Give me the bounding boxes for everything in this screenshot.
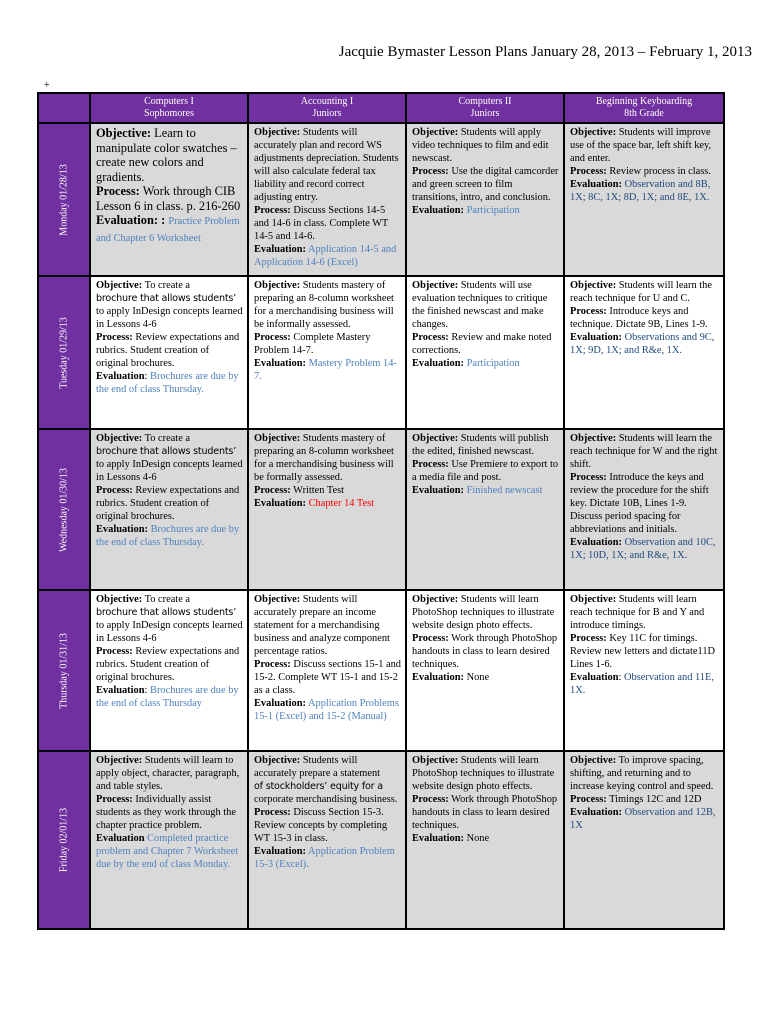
objective-label: Objective:: [412, 280, 459, 291]
process-label: Process:: [570, 306, 607, 317]
objective-text: Students will improve use of the space bar, left shift key, and enter.: [570, 127, 712, 164]
evaluation-text: Application Problems 15-1 (Excel) and 15-2 (Manual): [254, 698, 399, 722]
objective-label: Objective:: [570, 433, 617, 444]
process-text: Complete Mastery Problem 14-7.: [254, 332, 371, 356]
objective-text: to apply InDesign concepts learned in Lessons 4-6: [96, 306, 243, 330]
evaluation-label: Evaluation: [96, 833, 145, 844]
objective-label: Objective:: [570, 280, 617, 291]
day-row-wednesday: [38, 429, 724, 590]
header-corner: [38, 93, 90, 123]
objective-label: Objective:: [96, 280, 143, 291]
header-row: [38, 93, 724, 123]
plan-cell: [564, 123, 724, 276]
process-text: Review and make noted corrections.: [412, 332, 552, 356]
plan-cell: [406, 590, 564, 751]
objective-text: corporate merchandising business.: [254, 794, 398, 805]
objective-text: Students will learn reach technique for B and Y and introduce timings.: [570, 594, 705, 631]
evaluation-text: Brochures are due by the end of class Thursday.: [96, 524, 240, 548]
evaluation-text: Mastery Problem 14-7.: [254, 358, 397, 382]
process-label: Process:: [96, 184, 140, 198]
objective-text-handwritten: brochure that allows students’: [96, 293, 237, 304]
header-course: Computers II: [458, 96, 512, 107]
evaluation-text: Brochures are due by the end of class Thursday.: [96, 371, 239, 395]
objective-label: Objective:: [254, 594, 301, 605]
plan-cell: [248, 590, 406, 751]
header-grade: Sophomores: [144, 108, 194, 119]
evaluation-text: Completed practice problem and Chapter 7 Worksheet due by the end of class Monday.: [96, 833, 239, 870]
process-text: Introduce the keys and review the procedure for the shift key. Dictate 10B, Lines 1-9. Discuss period spacing for abbreviations and initials.: [570, 472, 709, 535]
day-row-monday: [38, 123, 724, 276]
objective-text: Students will apply video techniques to film and edit newscast.: [412, 127, 549, 164]
evaluation-text: Participation: [466, 205, 520, 216]
process-text: Review expectations and rubrics. Student creation of original brochures.: [96, 485, 240, 522]
day-label: Friday 02/01/13: [58, 807, 70, 873]
process-label: Process:: [412, 332, 449, 343]
process-text: Introduce keys and technique. Dictate 9B, Lines 1-9.: [570, 306, 708, 330]
evaluation-text: Participation: [466, 358, 520, 369]
evaluation-text: None: [466, 672, 490, 683]
process-text: Individually assist students as they work through the chapter practice problem.: [96, 794, 236, 831]
process-label: Process:: [96, 794, 133, 805]
evaluation-label: Evaluation:: [254, 244, 306, 255]
evaluation-label: Evaluation:: [570, 179, 622, 190]
evaluation-text: Chapter 14 Test: [308, 498, 375, 509]
evaluation-label: Evaluation: [96, 685, 145, 696]
day-label: Thursday 01/31/13: [58, 632, 70, 709]
evaluation-text: None: [466, 833, 490, 844]
objective-label: Objective:: [254, 280, 301, 291]
day-cell: [38, 276, 90, 429]
evaluation-text: Application 14-5 and Application 14-6 (Excel): [254, 244, 397, 268]
process-label: Process:: [96, 646, 133, 657]
day-row-tuesday: [38, 276, 724, 429]
process-text: Key 11C for timings. Review new letters and dictate11D Lines 1-6.: [570, 633, 716, 670]
plan-cell: [564, 429, 724, 590]
evaluation-label: Evaluation:: [570, 807, 622, 818]
evaluation-text: Finished newscast: [466, 485, 543, 496]
objective-label: Objective:: [254, 433, 301, 444]
objective-text: Students will learn the reach technique for U and C.: [570, 280, 712, 304]
evaluation-label: Evaluation:: [254, 358, 306, 369]
objective-label: Objective:: [412, 127, 459, 138]
process-label: Process:: [254, 485, 291, 496]
header-grade: Juniors: [312, 108, 342, 119]
process-label: Process:: [412, 459, 449, 470]
evaluation-label: Evaluation: :: [96, 213, 166, 227]
process-text: Written Test: [293, 485, 345, 496]
objective-text-handwritten: brochure that allows students’: [96, 607, 237, 618]
table-marker: +: [44, 80, 50, 91]
objective-text: Students will learn PhotoShop techniques to illustrate website design photo effects.: [412, 594, 555, 631]
objective-text: To improve spacing, shifting, and returning and to increase keying control and speed.: [570, 755, 714, 792]
process-text: Use Premiere to export to a media file and post.: [412, 459, 559, 483]
objective-label: Objective:: [96, 755, 143, 766]
objective-label: Objective:: [570, 755, 617, 766]
objective-text: To create a: [144, 594, 191, 605]
process-text: Use the digital camcorder and green screen to film transitions, intro, and conclusion.: [412, 166, 559, 203]
objective-text: To create a: [144, 280, 191, 291]
header-grade: Juniors: [470, 108, 500, 119]
evaluation-text: Observations and 9C, 1X; 9D, 1X; and R&e, 1X.: [570, 332, 715, 356]
evaluation-label: Evaluation:: [570, 537, 622, 548]
process-text: Review expectations and rubrics. Student creation of original brochures.: [96, 646, 240, 683]
evaluation-label: Evaluation:: [412, 833, 464, 844]
plan-cell: [90, 751, 248, 929]
process-label: Process:: [412, 166, 449, 177]
evaluation-label: Evaluation: [570, 672, 619, 683]
objective-text: Students will publish the edited, finished newscast.: [412, 433, 549, 457]
objective-label: Objective:: [570, 594, 617, 605]
evaluation-label: Evaluation:: [254, 498, 306, 509]
document-title: Jacquie Bymaster Lesson Plans January 28, 2013 – February 1, 2013: [338, 44, 752, 60]
plan-cell: Objective: Students will learn reach technique for B and Y and introduce timings. Process: Key 11C for timings. Review new letters and dictate11D Lines 1-6. Evaluation: Observation and 11E, 1X.: [564, 590, 724, 751]
process-label: Process:: [254, 807, 291, 818]
header-course: Computers I: [144, 96, 194, 107]
objective-text: to apply InDesign concepts learned in Lessons 4-6: [96, 620, 243, 644]
lesson-plan-table: [37, 92, 725, 930]
day-row-thursday: [38, 590, 724, 751]
process-label: Process:: [570, 633, 607, 644]
plan-cell: [90, 123, 248, 276]
process-text: Review process in class.: [609, 166, 711, 177]
day-label: Monday 01/28/13: [58, 163, 70, 236]
process-label: Process:: [254, 332, 291, 343]
header-keyboarding: [564, 93, 724, 123]
plan-cell: [406, 429, 564, 590]
objective-text: Students will accurately prepare an income statement for a merchandising business and analyze component percentage ratios.: [254, 594, 390, 657]
day-row-friday: [38, 751, 724, 929]
process-label: Process:: [570, 794, 607, 805]
header-course: Beginning Keyboarding: [595, 96, 693, 107]
evaluation-label: Evaluation:: [412, 205, 464, 216]
objective-label: Objective:: [254, 755, 301, 766]
day-label: Tuesday 01/29/13: [58, 316, 70, 389]
evaluation-label: Evaluation: [96, 371, 145, 382]
process-label: Process:: [254, 659, 291, 670]
objective-text: to apply InDesign concepts learned in Lessons 4-6: [96, 459, 243, 483]
plan-cell: [406, 751, 564, 929]
process-text: Discuss Sections 14-5 and 14-6 in class. Complete WT 14-5 and 14-6.: [254, 205, 389, 242]
evaluation-text: Observation and 8B, 1X; 8C, 1X; 8D, 1X; and 8E, 1X.: [570, 179, 711, 203]
objective-text: Students will use evaluation techniques to critique the finished newscast and make changes.: [412, 280, 548, 330]
evaluation-text: Observation and 11E, 1X.: [570, 672, 714, 696]
header-accounting-i: [248, 93, 406, 123]
evaluation-text: Brochures are due by the end of class Thursday: [96, 685, 239, 709]
objective-label: Objective:: [96, 126, 152, 140]
process-label: Process:: [96, 332, 133, 343]
day-cell: [38, 590, 90, 751]
process-text: Review expectations and rubrics. Student creation of original brochures.: [96, 332, 240, 369]
plan-cell: [90, 429, 248, 590]
objective-text: Students will learn the reach technique for W and the right shift.: [570, 433, 718, 470]
objective-label: Objective:: [412, 433, 459, 444]
process-text: Timings 12C and 12D: [609, 794, 702, 805]
evaluation-text: Observation and 10C, 1X; 10D, 1X; and R&e, 1X.: [570, 537, 716, 561]
objective-text: Students will accurately plan and record WS adjustments depreciation. Students will also calculate federal tax liability and record correct adjusting entry.: [254, 127, 399, 203]
process-label: Process:: [570, 166, 607, 177]
evaluation-label: Evaluation:: [412, 358, 464, 369]
process-label: Process:: [412, 633, 449, 644]
objective-label: Objective:: [96, 433, 143, 444]
objective-text: Students will learn to apply object, character, paragraph, and table styles.: [96, 755, 240, 792]
evaluation-label: Evaluation:: [570, 332, 622, 343]
evaluation-label: Evaluation:: [96, 524, 148, 535]
objective-text: Students will accurately prepare a statement: [254, 755, 381, 779]
day-cell: [38, 123, 90, 276]
objective-text-handwritten: brochure that allows students’: [96, 446, 237, 457]
plan-cell: [248, 123, 406, 276]
process-text: Work through CIB Lesson 6 in class. p. 216-260: [96, 184, 241, 213]
objective-text: Students will learn PhotoShop techniques to illustrate website design photo effects.: [412, 755, 555, 792]
process-text: Work through PhotoShop handouts in class to learn desired techniques.: [412, 794, 558, 831]
objective-text-handwritten: of stockholders’ equity for a: [254, 781, 383, 792]
plan-cell: [564, 276, 724, 429]
plan-cell: Objective: To create a brochure that allows students’ to apply InDesign concepts learned in Lessons 4-6 Process: Review expectations and rubrics. Student creation of original brochures. Evaluation: Brochures are due by the end of class Thursday: [90, 590, 248, 751]
process-text: Work through PhotoShop handouts in class to learn desired techniques.: [412, 633, 558, 670]
objective-text: Students mastery of preparing an 8-column worksheet for a merchandising business will be formally assessed.: [254, 433, 394, 483]
process-label: Process:: [96, 485, 133, 496]
day-cell: [38, 429, 90, 590]
plan-cell: [248, 429, 406, 590]
plan-cell: [248, 276, 406, 429]
evaluation-label: Evaluation:: [412, 672, 464, 683]
process-text: Discuss Section 15-3. Review concepts by completing WT 15-3 in class.: [254, 807, 388, 844]
plan-cell: [248, 751, 406, 929]
objective-label: Objective:: [96, 594, 143, 605]
header-computers-ii: [406, 93, 564, 123]
day-cell: [38, 751, 90, 929]
objective-label: Objective:: [412, 755, 459, 766]
header-computers-i: [90, 93, 248, 123]
plan-cell: [564, 751, 724, 929]
objective-label: Objective:: [254, 127, 301, 138]
evaluation-text: Practice Problem and Chapter 6 Worksheet: [96, 216, 240, 244]
objective-text: To create a: [144, 433, 191, 444]
evaluation-text: Application Problem 15-3 (Excel).: [254, 846, 395, 870]
process-text: Discuss sections 15-1 and 15-2. Complete WT 15-1 and 15-2 as a class.: [254, 659, 402, 696]
header-course: Accounting I: [300, 96, 354, 107]
objective-text: Learn to manipulate color swatches – create new colors and gradients.: [96, 126, 237, 184]
evaluation-label: Evaluation:: [254, 698, 306, 709]
objective-label: Objective:: [570, 127, 617, 138]
plan-cell: [406, 276, 564, 429]
objective-label: Objective:: [412, 594, 459, 605]
header-grade: 8th Grade: [624, 108, 664, 119]
plan-cell: Objective: To create a brochure that allows students’ to apply InDesign concepts learned in Lessons 4-6 Process: Review expectations and rubrics. Student creation of original brochures. Evaluation: Brochures are due by the end of class Thursday.: [90, 276, 248, 429]
process-label: Process:: [570, 472, 607, 483]
evaluation-label: Evaluation:: [412, 485, 464, 496]
plan-cell: [406, 123, 564, 276]
objective-text: Students mastery of preparing an 8-column worksheet for a merchandising business will be informally assessed.: [254, 280, 394, 330]
process-label: Process:: [412, 794, 449, 805]
evaluation-text: Observation and 12B, 1X: [570, 807, 716, 831]
process-label: Process:: [254, 205, 291, 216]
day-label: Wednesday 01/30/13: [58, 467, 70, 552]
evaluation-label: Evaluation:: [254, 846, 306, 857]
